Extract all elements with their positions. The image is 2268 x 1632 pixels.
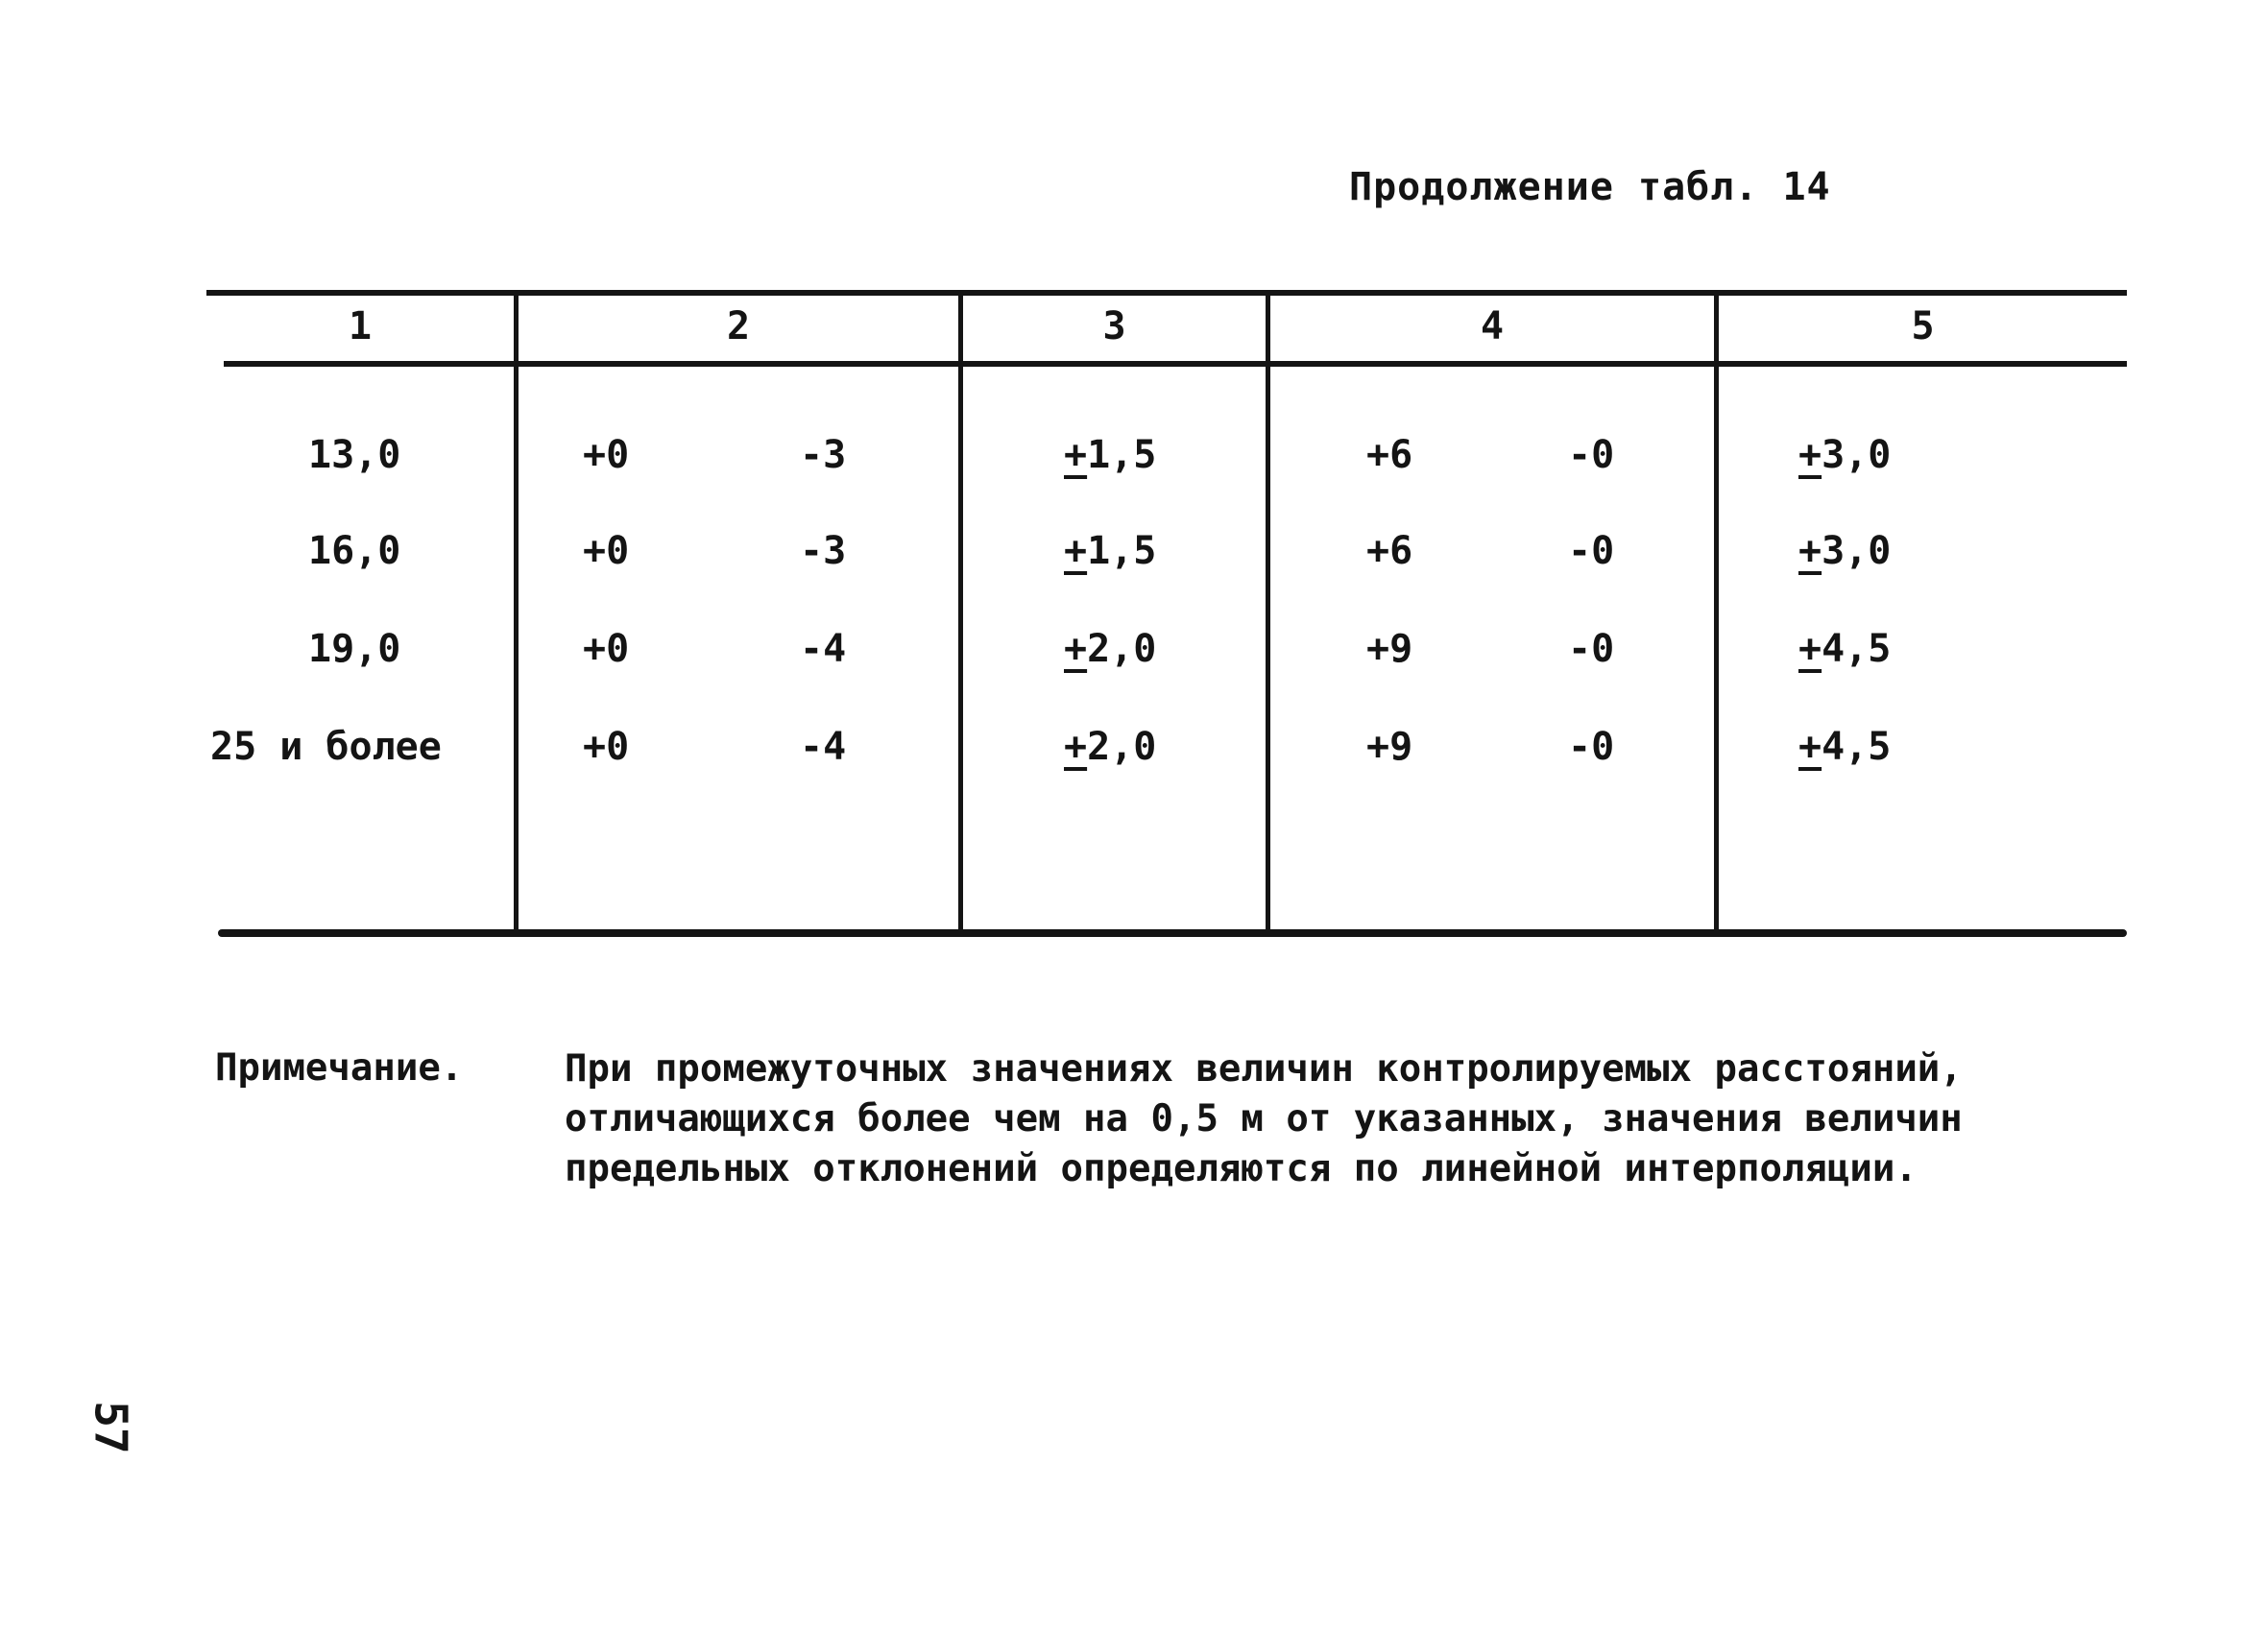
cell-upper-dev: +0 (583, 529, 630, 573)
plus-minus-sign: + (1798, 627, 1822, 671)
cell-lower-dev: -3 (800, 529, 847, 573)
cell-lower-dev: -4 (800, 725, 847, 769)
column-divider (514, 296, 519, 931)
cell-upper-dev: +0 (583, 725, 630, 769)
cell-lower-dev: -3 (800, 433, 847, 477)
table-header-rule (224, 361, 2127, 367)
header-col-5: 5 (1911, 304, 1935, 348)
cell-upper-dev: +0 (583, 627, 630, 671)
table-bottom-rule (218, 929, 2127, 937)
cell-distance: 16,0 (308, 529, 401, 573)
table-caption: Продолжение табл. 14 (1349, 165, 1831, 209)
plus-minus-sign: + (1064, 725, 1088, 769)
cell-upper-dev: +9 (1366, 725, 1413, 769)
cell-tolerance: +3,0 (1798, 433, 1892, 477)
plus-minus-sign: + (1064, 627, 1088, 671)
note-line: отличающихся более чем на 0,5 м от указанных, значения величин (565, 1097, 1963, 1140)
header-col-4: 4 (1480, 304, 1505, 348)
header-col-1: 1 (348, 304, 373, 348)
cell-upper-dev: +6 (1366, 529, 1413, 573)
column-divider (1266, 296, 1270, 931)
note-line: предельных отклонений определяются по линейной интерполяции. (565, 1147, 1918, 1190)
table-top-rule (206, 290, 2127, 296)
column-divider (958, 296, 963, 931)
cell-lower-dev: -0 (1568, 725, 1615, 769)
header-col-2: 2 (726, 304, 751, 348)
cell-tolerance: +2,0 (1064, 725, 1157, 769)
cell-tolerance: +2,0 (1064, 627, 1157, 671)
tolerance-table (206, 290, 2127, 943)
note-label: Примечание. (215, 1046, 464, 1090)
note-text (565, 1044, 2101, 1194)
plus-minus-sign: + (1798, 529, 1822, 573)
plus-minus-sign: + (1798, 433, 1822, 477)
cell-tolerance: +4,5 (1798, 725, 1892, 769)
cell-upper-dev: +6 (1366, 433, 1413, 477)
cell-upper-dev: +0 (583, 433, 630, 477)
cell-upper-dev: +9 (1366, 627, 1413, 671)
cell-lower-dev: -0 (1568, 627, 1615, 671)
note-line: При промежуточных значениях величин контролируемых расстояний, (565, 1047, 1963, 1091)
page-number: 57 (84, 1401, 137, 1454)
plus-minus-sign: + (1798, 725, 1822, 769)
cell-lower-dev: -4 (800, 627, 847, 671)
cell-distance: 25 и более (210, 725, 442, 769)
plus-minus-sign: + (1064, 433, 1088, 477)
cell-tolerance: +3,0 (1798, 529, 1892, 573)
cell-lower-dev: -0 (1568, 433, 1615, 477)
cell-tolerance: +1,5 (1064, 433, 1157, 477)
cell-distance: 19,0 (308, 627, 401, 671)
cell-tolerance: +1,5 (1064, 529, 1157, 573)
cell-tolerance: +4,5 (1798, 627, 1892, 671)
header-col-3: 3 (1102, 304, 1126, 348)
column-divider (1714, 296, 1719, 931)
plus-minus-sign: + (1064, 529, 1088, 573)
cell-lower-dev: -0 (1568, 529, 1615, 573)
cell-distance: 13,0 (308, 433, 401, 477)
